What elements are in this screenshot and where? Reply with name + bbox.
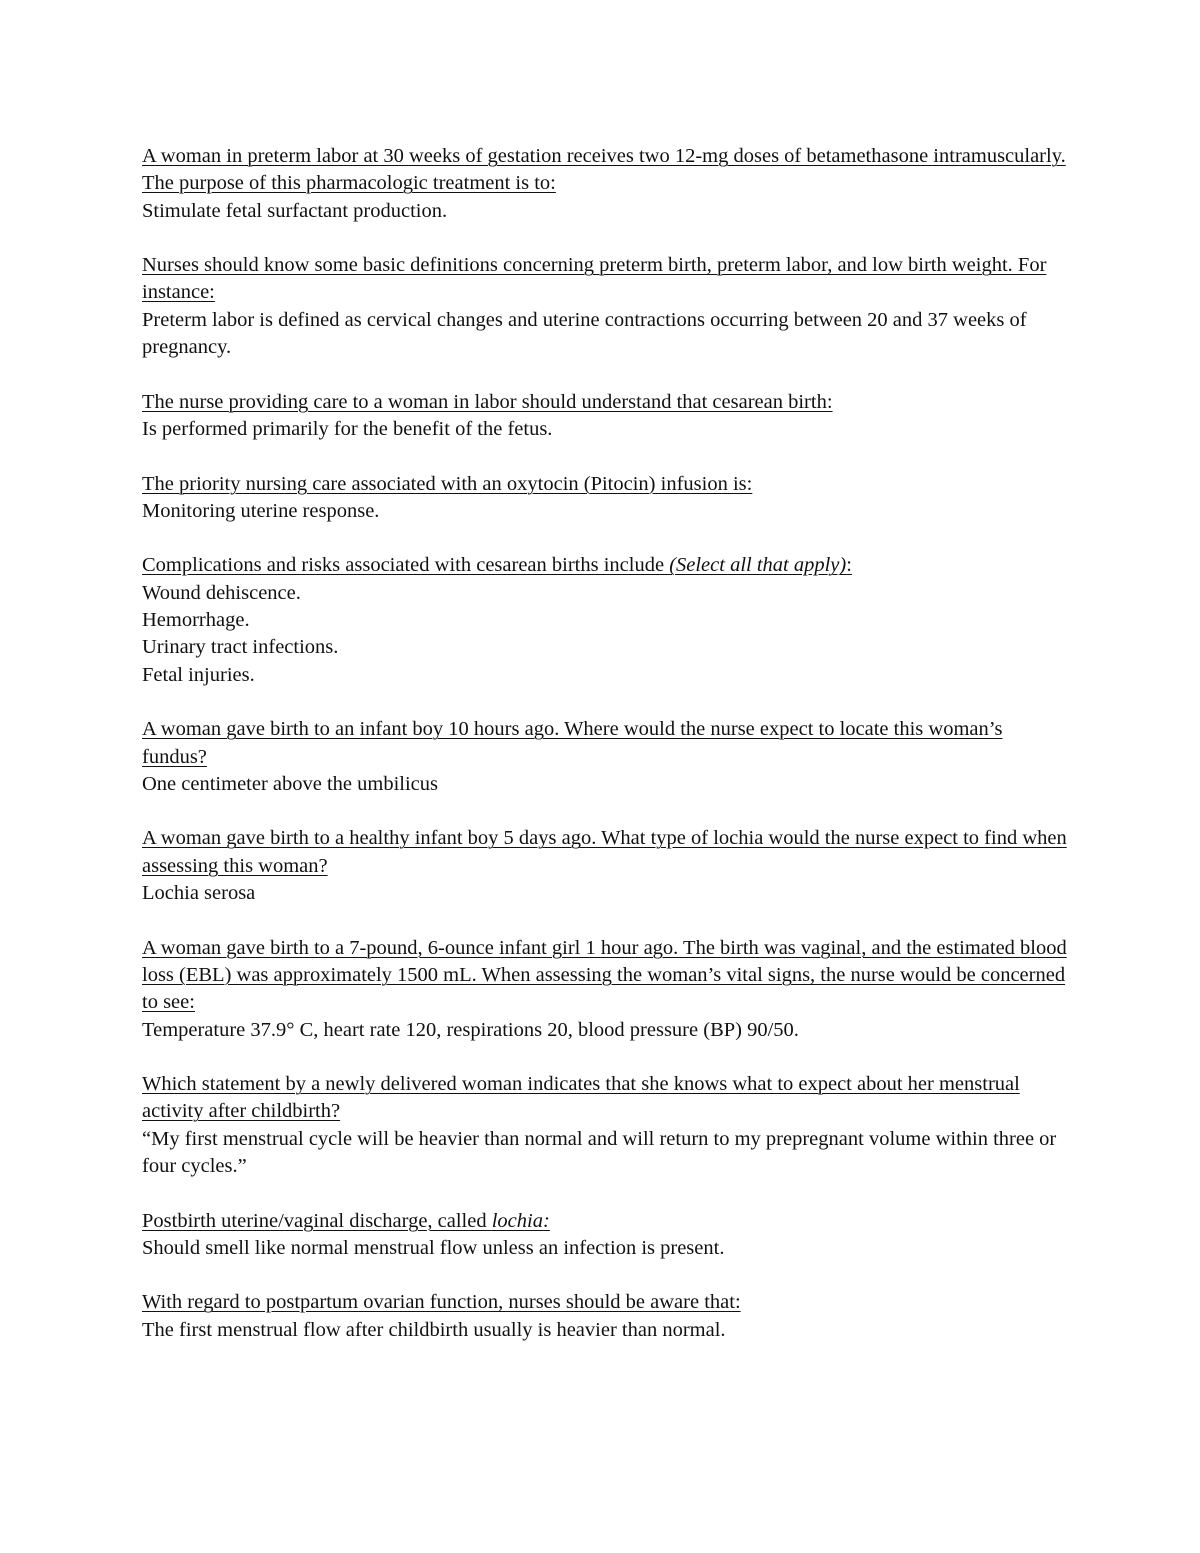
question-text bbox=[142, 1208, 1067, 1235]
answer-text: Hemorrhage. bbox=[142, 609, 250, 632]
answer-text: One centimeter above the umbilicus bbox=[142, 772, 439, 795]
qa-item-2 bbox=[142, 252, 1067, 361]
question-text-italic: lochia: bbox=[491, 1209, 550, 1232]
answer-text: Should smell like normal menstrual flow unless an infection is present. bbox=[142, 1236, 725, 1259]
qa-item-4 bbox=[142, 471, 1067, 526]
qa-item-1 bbox=[142, 143, 1067, 225]
qa-item-3 bbox=[142, 389, 1067, 444]
answer-text: “My first menstrual cycle will be heavier than normal and will return to my prepregnant volume within three or four cycles.” bbox=[142, 1127, 1057, 1177]
question-text-prefix: Postbirth uterine/vaginal discharge, called bbox=[142, 1209, 492, 1232]
answer-text: Monitoring uterine response. bbox=[142, 499, 380, 522]
question-text-prefix: Complications and risks associated with cesarean births include bbox=[142, 554, 670, 577]
qa-item-5 bbox=[142, 552, 1067, 688]
answer-text: Temperature 37.9° C, heart rate 120, respirations 20, blood pressure (BP) 90/50. bbox=[142, 1018, 799, 1041]
question-text-suffix: : bbox=[846, 554, 852, 577]
qa-item-11 bbox=[142, 1289, 1067, 1344]
question-text: The nurse providing care to a woman in labor should understand that cesarean birth: bbox=[142, 390, 833, 413]
answer-text: Is performed primarily for the benefit of the fetus. bbox=[142, 417, 553, 440]
answer-text: Lochia serosa bbox=[142, 882, 256, 905]
answer-text: The first menstrual flow after childbirth usually is heavier than normal. bbox=[142, 1318, 726, 1341]
question-text: The priority nursing care associated with an oxytocin (Pitocin) infusion is: bbox=[142, 472, 753, 495]
answer-text: Stimulate fetal surfactant production. bbox=[142, 199, 448, 222]
qa-item-8 bbox=[142, 935, 1067, 1044]
qa-item-10 bbox=[142, 1208, 1067, 1263]
document-page bbox=[142, 143, 1067, 1371]
qa-item-9 bbox=[142, 1071, 1067, 1180]
question-text: A woman gave birth to a healthy infant boy 5 days ago. What type of lochia would the nurse expect to find when assessing this woman? bbox=[142, 827, 1067, 877]
question-text: A woman in preterm labor at 30 weeks of gestation receives two 12-mg doses of betamethasone intramuscularly. The purpose of this pharmacologic treatment is to: bbox=[142, 145, 1066, 195]
question-text: A woman gave birth to an infant boy 10 hours ago. Where would the nurse expect to locate this woman’s fundus? bbox=[142, 718, 1003, 768]
question-text: Nurses should know some basic definitions concerning preterm birth, preterm labor, and low birth weight. For instance: bbox=[142, 254, 1047, 304]
question-text: Which statement by a newly delivered woman indicates that she knows what to expect about her menstrual activity after childbirth? bbox=[142, 1073, 1020, 1123]
qa-item-7 bbox=[142, 825, 1067, 907]
answer-text: Preterm labor is defined as cervical changes and uterine contractions occurring between 20 and 37 weeks of pregnancy. bbox=[142, 308, 1027, 359]
question-text: With regard to postpartum ovarian function, nurses should be aware that: bbox=[142, 1291, 741, 1314]
question-text-italic: (Select all that apply) bbox=[669, 554, 847, 577]
answer-text: Wound dehiscence. bbox=[142, 581, 301, 604]
qa-item-6 bbox=[142, 716, 1067, 798]
question-text bbox=[142, 552, 1067, 579]
answer-text: Urinary tract infections. bbox=[142, 636, 339, 659]
answer-text: Fetal injuries. bbox=[142, 663, 255, 686]
question-text: A woman gave birth to a 7-pound, 6-ounce infant girl 1 hour ago. The birth was vaginal, and the estimated blood loss (EBL) was approximately 1500 mL. When assessing the woman’s vital signs, the nurse would be concerned to see: bbox=[142, 936, 1067, 1014]
